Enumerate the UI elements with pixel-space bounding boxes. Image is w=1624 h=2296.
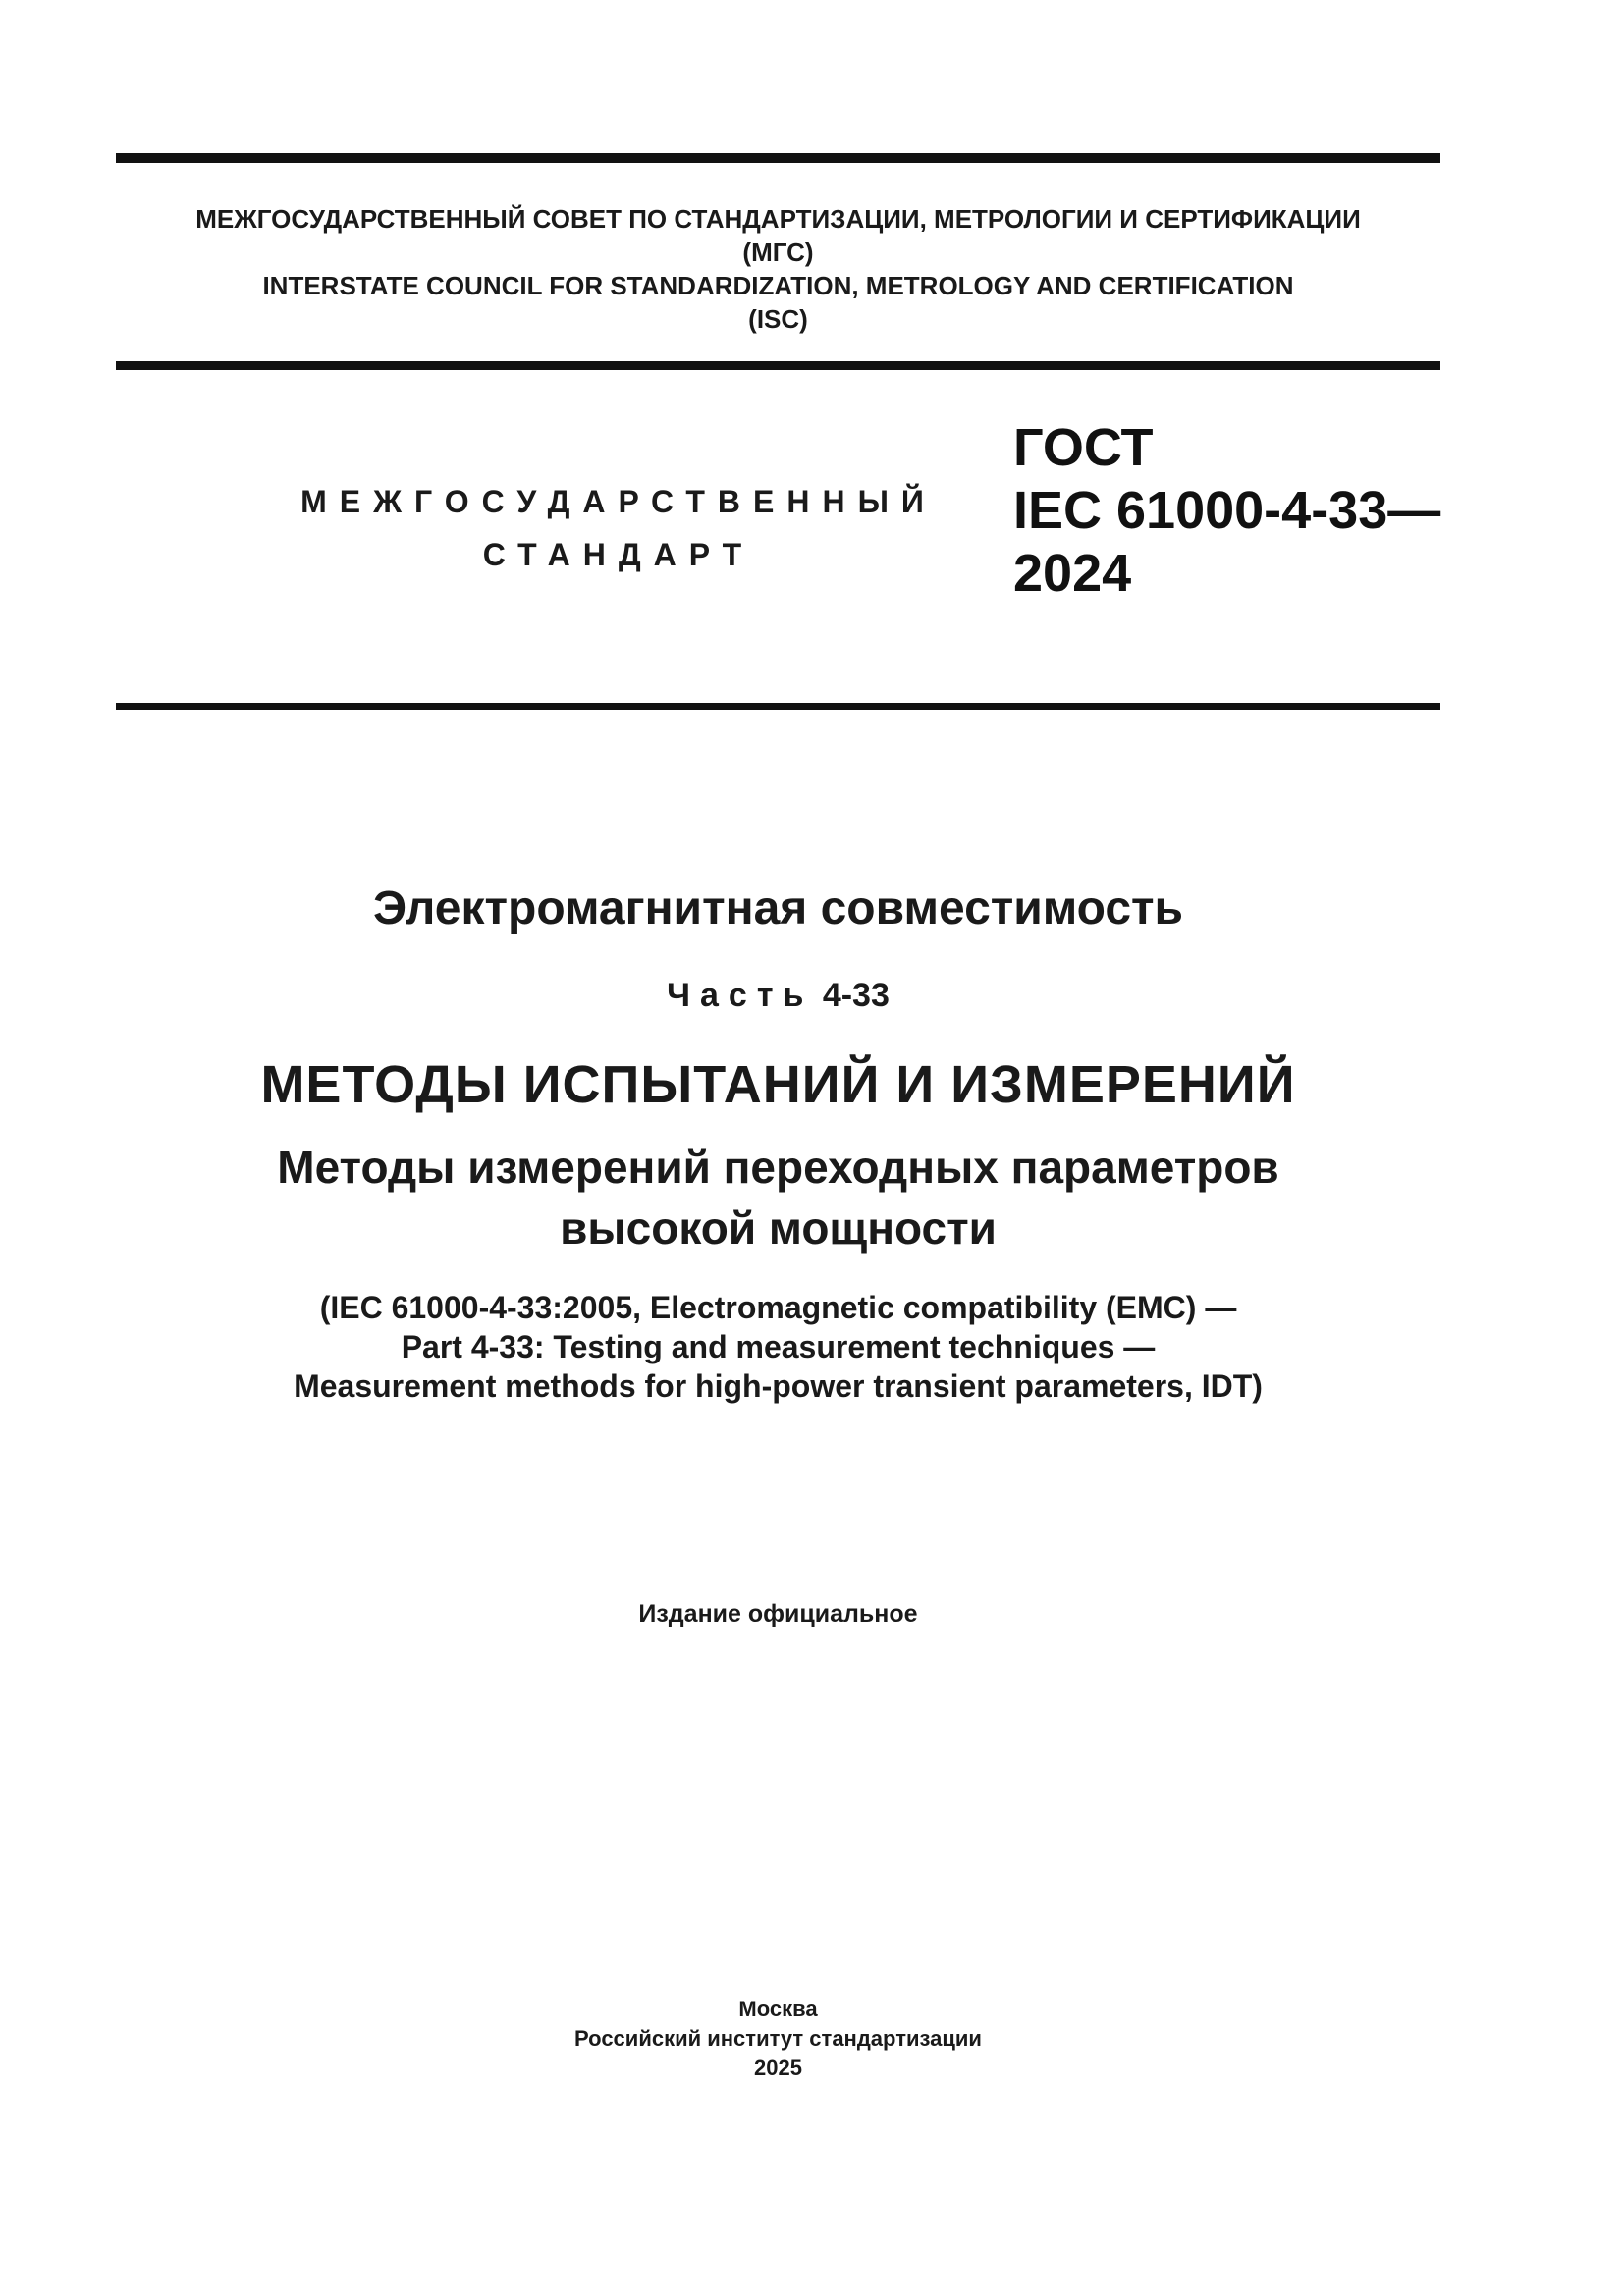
designation-gost: ГОСТ: [1013, 418, 1154, 477]
council-abbr-en: (ISC): [748, 304, 808, 334]
designation-number: IEC 61000-4-33—: [1013, 481, 1441, 540]
publisher-city: Москва: [738, 1997, 818, 2021]
iec-reference: [116, 1288, 1440, 1406]
publisher-block: [116, 1995, 1440, 2083]
title-block: [116, 880, 1440, 1406]
standard-kind-line1: МЕЖГОСУДАРСТВЕННЫЙ: [300, 484, 937, 519]
council-abbr-ru: (МГС): [742, 238, 814, 267]
part-word: Часть: [667, 977, 814, 1014]
part-label: [116, 974, 1440, 1017]
subtitle-line2: высокой мощности: [560, 1202, 997, 1254]
iec-reference-line1: (IEC 61000-4-33:2005, Electromagnetic compatibility (EMC) —: [319, 1290, 1237, 1325]
top-rule: [116, 153, 1440, 163]
council-name-en: INTERSTATE COUNCIL FOR STANDARDIZATION, METROLOGY AND CERTIFICATION: [262, 271, 1294, 300]
publisher-name: Российский институт стандартизации: [574, 2026, 982, 2051]
header-rule: [116, 361, 1440, 370]
subtitle: [116, 1137, 1440, 1258]
standard-kind: [295, 475, 943, 581]
standard-kind-line2: СТАНДАРТ: [482, 537, 755, 572]
subtitle-line1: Методы измерений переходных параметров: [277, 1142, 1279, 1193]
designation-year: 2024: [1013, 544, 1132, 603]
standard-designation: [1013, 416, 1445, 605]
council-name-ru: МЕЖГОСУДАРСТВЕННЫЙ СОВЕТ ПО СТАНДАРТИЗАЦИИ, МЕТРОЛОГИИ И СЕРТИФИКАЦИИ: [195, 204, 1361, 234]
council-header: [116, 202, 1440, 336]
designation-rule: [116, 703, 1440, 710]
edition-label: Издание официальное: [638, 1600, 918, 1628]
iec-reference-line3: Measurement methods for high-power transient parameters, IDT): [294, 1368, 1263, 1404]
iec-reference-line2: Part 4-33: Testing and measurement techniques —: [401, 1329, 1156, 1364]
document-title: Электромагнитная совместимость: [372, 882, 1184, 934]
part-title: МЕТОДЫ ИСПЫТАНИЙ И ИЗМЕРЕНИЙ: [260, 1055, 1296, 1114]
part-number: 4-33: [822, 977, 890, 1014]
publisher-year: 2025: [754, 2056, 802, 2080]
